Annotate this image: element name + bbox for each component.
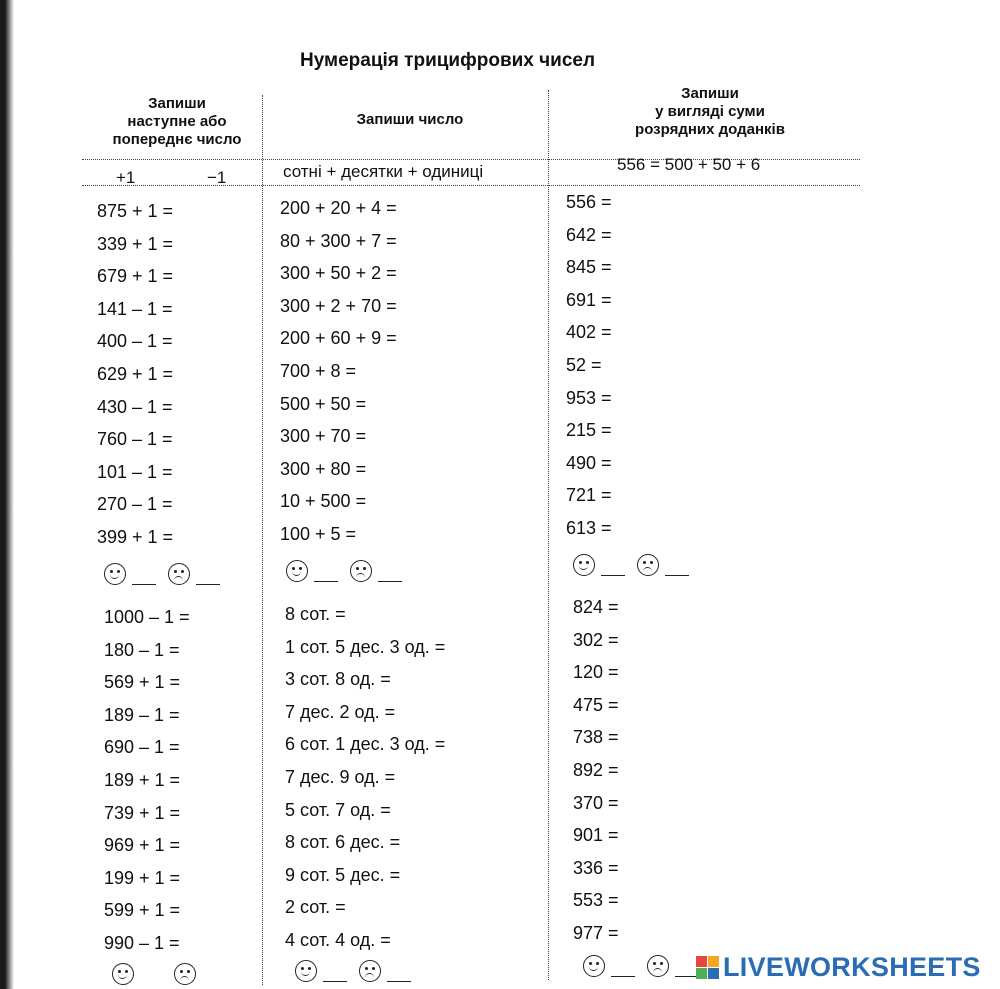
answer-blank[interactable] bbox=[132, 584, 156, 585]
answer-blank[interactable] bbox=[387, 981, 411, 982]
exercise-item[interactable]: 400 – 1 = bbox=[97, 331, 173, 352]
exercise-item[interactable]: 824 = bbox=[573, 597, 619, 617]
header-col1: Запиши наступне або попереднє число bbox=[112, 95, 242, 148]
happy-face-icon[interactable] bbox=[573, 554, 595, 576]
expanded-form-list-1 bbox=[566, 186, 612, 545]
exercise-item[interactable]: 200 + 60 + 9 = bbox=[280, 328, 397, 349]
happy-face-icon[interactable] bbox=[112, 963, 134, 985]
exercise-item[interactable]: 270 – 1 = bbox=[97, 494, 173, 515]
answer-blank[interactable] bbox=[611, 976, 635, 977]
exercise-item[interactable]: 569 + 1 = bbox=[104, 672, 181, 693]
exercise-item[interactable]: 101 – 1 = bbox=[97, 461, 173, 482]
happy-face-icon[interactable] bbox=[295, 960, 317, 982]
exercise-item[interactable]: 1 сот. 5 дес. 3 од. = bbox=[285, 636, 446, 657]
exercise-item[interactable]: 690 – 1 = bbox=[104, 737, 180, 758]
happy-face-icon[interactable] bbox=[583, 955, 605, 977]
exercise-item[interactable]: 642 = bbox=[566, 224, 612, 245]
write-number-list-1 bbox=[280, 192, 397, 551]
exercise-item[interactable]: 199 + 1 = bbox=[104, 867, 181, 888]
answer-blank[interactable] bbox=[601, 575, 625, 576]
column-divider-2 bbox=[548, 90, 549, 980]
brand-text: LIVEWORKSHEETS bbox=[723, 952, 981, 982]
exercise-item[interactable]: 430 – 1 = bbox=[97, 396, 173, 417]
answer-blank[interactable] bbox=[665, 575, 689, 576]
header-col2: Запиши число bbox=[356, 111, 464, 128]
exercise-item[interactable]: 490 = bbox=[566, 452, 612, 473]
exercise-item[interactable]: 613 = bbox=[566, 517, 612, 538]
exercise-item[interactable]: 6 сот. 1 дес. 3 од. = bbox=[285, 734, 446, 755]
exercise-item[interactable]: 892 = bbox=[573, 759, 619, 780]
page-title: Нумерація трицифрових чисел bbox=[300, 50, 596, 71]
exercise-item[interactable]: 556 = bbox=[566, 192, 612, 212]
exercise-item[interactable]: 215 = bbox=[566, 420, 612, 441]
exercise-item[interactable]: 721 = bbox=[566, 485, 612, 506]
exercise-item[interactable]: 3 сот. 8 од. = bbox=[285, 669, 391, 690]
sad-face-icon[interactable] bbox=[168, 563, 190, 585]
exercise-item[interactable]: 553 = bbox=[573, 890, 619, 911]
column-divider-1 bbox=[262, 95, 263, 985]
exercise-item[interactable]: 9 сот. 5 дес. = bbox=[285, 864, 401, 885]
answer-blank[interactable] bbox=[323, 981, 347, 982]
exercise-item[interactable]: 475 = bbox=[573, 694, 619, 715]
liveworksheets-watermark bbox=[696, 952, 981, 983]
exercise-item[interactable]: 189 – 1 = bbox=[104, 704, 180, 725]
exercise-item[interactable]: 180 – 1 = bbox=[104, 639, 180, 660]
sad-face-icon[interactable] bbox=[637, 554, 659, 576]
exercise-item[interactable]: 141 – 1 = bbox=[97, 298, 173, 319]
answer-blank[interactable] bbox=[196, 584, 220, 585]
exercise-item[interactable]: 402 = bbox=[566, 322, 612, 343]
self-assessment-3 bbox=[573, 554, 695, 576]
self-assessment-6 bbox=[583, 955, 705, 977]
exercise-item[interactable]: 302 = bbox=[573, 629, 619, 650]
exercise-item[interactable]: 901 = bbox=[573, 825, 619, 846]
exercise-item[interactable]: 760 – 1 = bbox=[97, 429, 173, 450]
exercise-item[interactable]: 7 дес. 2 од. = bbox=[285, 701, 396, 722]
exercise-item[interactable]: 120 = bbox=[573, 662, 619, 683]
self-assessment-4 bbox=[112, 963, 196, 985]
exercise-item[interactable]: 953 = bbox=[566, 387, 612, 408]
expanded-form-list-2 bbox=[573, 591, 619, 950]
exercise-item[interactable]: 300 + 80 = bbox=[280, 458, 367, 479]
sad-face-icon[interactable] bbox=[359, 960, 381, 982]
exercise-item[interactable]: 80 + 300 + 7 = bbox=[280, 230, 397, 251]
exercise-item[interactable]: 845 = bbox=[566, 257, 612, 278]
exercise-item[interactable]: 399 + 1 = bbox=[97, 526, 174, 547]
self-assessment-1 bbox=[104, 563, 226, 585]
exercise-item[interactable]: 875 + 1 = bbox=[97, 201, 174, 221]
exercise-item[interactable]: 500 + 50 = bbox=[280, 393, 367, 414]
exercise-item[interactable]: 969 + 1 = bbox=[104, 835, 181, 856]
exercise-item[interactable]: 100 + 5 = bbox=[280, 523, 357, 544]
sad-face-icon[interactable] bbox=[350, 560, 372, 582]
self-assessment-5 bbox=[295, 960, 417, 982]
exercise-item[interactable]: 990 – 1 = bbox=[104, 932, 180, 953]
write-number-list-2 bbox=[285, 598, 445, 957]
exercise-item[interactable]: 679 + 1 = bbox=[97, 266, 174, 287]
exercise-item[interactable]: 4 сот. 4 од. = bbox=[285, 929, 391, 950]
subheader-place-values: сотні + десятки + одиниці bbox=[283, 162, 484, 181]
exercise-item[interactable]: 200 + 20 + 4 = bbox=[280, 198, 397, 218]
exercise-item[interactable]: 7 дес. 9 од. = bbox=[285, 766, 396, 787]
happy-face-icon[interactable] bbox=[104, 563, 126, 585]
exercise-item[interactable]: 52 = bbox=[566, 354, 602, 375]
liveworksheets-logo-icon bbox=[696, 956, 719, 979]
exercise-item[interactable]: 10 + 500 = bbox=[280, 491, 367, 512]
exercise-item[interactable]: 300 + 50 + 2 = bbox=[280, 263, 397, 284]
self-assessment-2 bbox=[286, 560, 408, 582]
sad-face-icon[interactable] bbox=[647, 955, 669, 977]
next-previous-list-1 bbox=[97, 195, 173, 554]
happy-face-icon[interactable] bbox=[286, 560, 308, 582]
exercise-item[interactable]: 300 + 2 + 70 = bbox=[280, 295, 397, 316]
exercise-item[interactable]: 738 = bbox=[573, 727, 619, 748]
exercise-item[interactable]: 8 сот. = bbox=[285, 604, 346, 624]
subheader-divider bbox=[82, 185, 860, 186]
header-col3: Запиши у вигляді суми розрядних доданків bbox=[635, 85, 785, 138]
sad-face-icon[interactable] bbox=[174, 963, 196, 985]
exercise-item[interactable]: 977 = bbox=[573, 922, 619, 943]
subheader-minus-one: −1 bbox=[207, 168, 227, 187]
exercise-item[interactable]: 370 = bbox=[573, 792, 619, 813]
exercise-item[interactable]: 629 + 1 = bbox=[97, 363, 174, 384]
exercise-item[interactable]: 189 + 1 = bbox=[104, 769, 181, 790]
exercise-item[interactable]: 2 сот. = bbox=[285, 897, 346, 918]
exercise-item[interactable]: 339 + 1 = bbox=[97, 233, 174, 254]
exercise-item[interactable]: 5 сот. 7 од. = bbox=[285, 799, 391, 820]
next-previous-list-2 bbox=[104, 601, 190, 960]
exercise-item[interactable]: 739 + 1 = bbox=[104, 802, 181, 823]
exercise-item[interactable]: 1000 – 1 = bbox=[104, 607, 190, 627]
answer-blank[interactable] bbox=[314, 581, 338, 582]
scan-edge bbox=[0, 0, 14, 989]
exercise-item[interactable]: 336 = bbox=[573, 857, 619, 878]
exercise-item[interactable]: 599 + 1 = bbox=[104, 900, 181, 921]
exercise-item[interactable]: 300 + 70 = bbox=[280, 426, 367, 447]
subheader-example: 556 = 500 + 50 + 6 bbox=[617, 155, 761, 174]
exercise-item[interactable]: 691 = bbox=[566, 289, 612, 310]
exercise-item[interactable]: 8 сот. 6 дес. = bbox=[285, 832, 401, 853]
subheader-plus-one: +1 bbox=[116, 168, 136, 187]
answer-blank[interactable] bbox=[378, 581, 402, 582]
exercise-item[interactable]: 700 + 8 = bbox=[280, 360, 357, 381]
